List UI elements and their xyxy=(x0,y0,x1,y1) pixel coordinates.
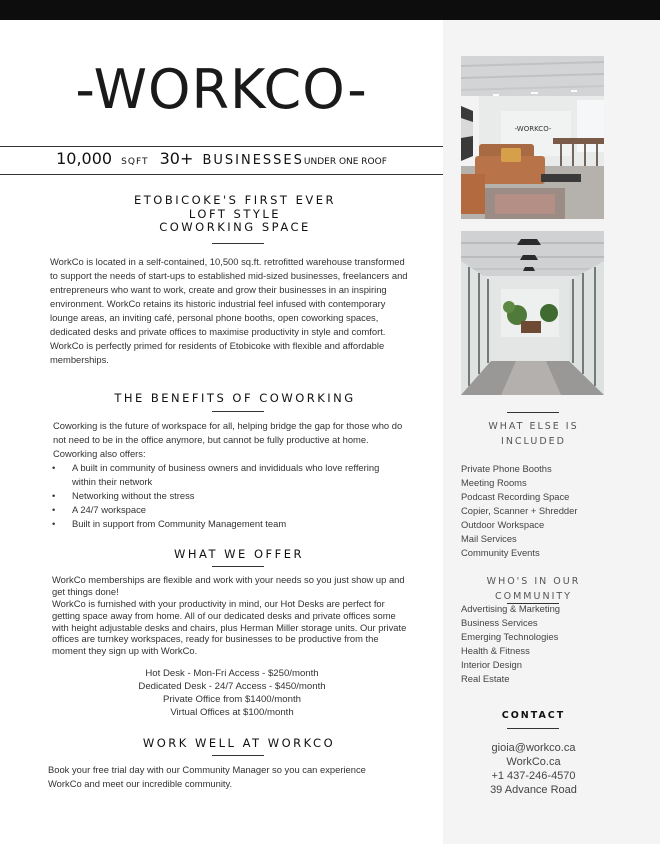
photo-sign-text: -WORKCO- xyxy=(514,125,552,133)
top-bar xyxy=(0,0,660,20)
offer-paragraph-1: WorkCo memberships are flexible and work with your needs so you just show up and get things done! xyxy=(52,574,405,597)
community-heading-line: COMMUNITY xyxy=(495,591,572,602)
list-item: Copier, Scanner + Shredder xyxy=(461,505,578,516)
intro-heading-line: COWORKING SPACE xyxy=(159,220,311,234)
contact-divider xyxy=(507,728,559,729)
list-item: Interior Design xyxy=(461,659,522,670)
community-list xyxy=(461,602,631,686)
benefits-paragraph: Coworking is the future of workspace for all, helping bridge the gap for those who do not need to be in the office anymore, but cannot be fully productive at home. Coworking also offers: xyxy=(53,420,403,459)
lounge-photo xyxy=(461,56,604,219)
contact-email[interactable]: gioia@workco.ca xyxy=(491,742,576,754)
offer-divider xyxy=(212,566,264,567)
intro-heading xyxy=(0,194,470,235)
included-heading-line: WHAT ELSE IS xyxy=(488,421,579,432)
list-item: • Networking without the stress xyxy=(52,489,402,503)
contact-website[interactable]: WorkCo.ca xyxy=(506,756,561,768)
stats-bottom-rule xyxy=(0,174,443,175)
community-heading-line: WHO'S IN OUR xyxy=(486,576,581,587)
list-item: • A built in community of business owners and invididuals who love reffering within their network xyxy=(52,461,402,489)
benefits-divider xyxy=(212,411,264,412)
included-heading-line: INCLUDED xyxy=(501,436,566,447)
intro-divider xyxy=(212,243,264,244)
stats-top-rule xyxy=(0,146,443,147)
benefits-list xyxy=(52,461,402,531)
list-item: Community Events xyxy=(461,547,540,558)
list-item: Advertising & Marketing xyxy=(461,603,561,614)
included-divider xyxy=(507,412,559,413)
workwell-divider xyxy=(212,755,264,756)
roof-label: UNDER ONE ROOF xyxy=(303,157,387,167)
sqft-number: 10,000 xyxy=(56,149,113,168)
list-item: Emerging Technologies xyxy=(461,631,559,642)
corridor-photo-art xyxy=(461,231,604,395)
price-item: Virtual Offices at $100/month xyxy=(170,707,294,718)
list-item: • A 24/7 workspace xyxy=(52,503,402,517)
list-item: Real Estate xyxy=(461,673,510,684)
lounge-photo-art xyxy=(461,56,604,219)
workwell-heading: WORK WELL AT WORKCO xyxy=(142,736,336,750)
contact-heading: CONTACT xyxy=(501,710,566,721)
intro-paragraph: WorkCo is located in a self-contained, 10,500 sq.ft. retrofitted warehouse transformed to support the needs of start-ups to established mid-sized businesses, freelancers and entrepreneurs who want to work, create and grow their businesses in an inspiring environment. WorkCo retains its historic industrial feel infused with contemporary lounge areas, an inviting café, personal phone booths, open coworking spaces, dedicated desks and private offices to maximise productivity in style and comfort. WorkCo is perfectly primed for residents of Etobicoke with flexible and affordable memberships. xyxy=(50,256,408,365)
list-item: Meeting Rooms xyxy=(461,477,527,488)
offer-paragraph-2: WorkCo is furnished with your productivity in mind, our Hot Desks are perfect for getting space away from home. All of our dedicated desks and private offices some with height adjustable desks and chairs, plus Herman Miller storage units. Our private offices are turnkey workspaces, ready for businesses to be productive from the moment they sign up with WorkCo. xyxy=(52,598,407,657)
workwell-paragraph: Book your free trial day with our Community Manager so you can experience WorkCo and meet our incredible community. xyxy=(48,764,366,789)
contact-block xyxy=(461,741,606,797)
list-item: Podcast Recording Space xyxy=(461,491,570,502)
contact-address: 39 Advance Road xyxy=(490,784,577,796)
contact-phone[interactable]: +1 437-246-4570 xyxy=(491,770,576,782)
price-item: Dedicated Desk - 24/7 Access - $450/month xyxy=(138,681,326,692)
sqft-label: SQFT xyxy=(121,157,149,167)
community-heading xyxy=(461,574,606,604)
list-item: Outdoor Workspace xyxy=(461,519,545,530)
businesses-number: 30+ xyxy=(159,149,194,168)
list-item: • Built in support from Community Management team xyxy=(52,517,402,531)
businesses-label: BUSINESSES xyxy=(202,153,304,168)
price-item: Hot Desk - Mon-Fri Access - $250/month xyxy=(145,668,319,679)
corridor-photo xyxy=(461,231,604,395)
price-item: Private Office from $1400/month xyxy=(163,694,301,705)
list-item: Health & Fitness xyxy=(461,645,530,656)
benefits-heading: THE BENEFITS OF COWORKING xyxy=(114,391,356,405)
included-heading xyxy=(461,419,606,449)
list-item: Private Phone Booths xyxy=(461,463,552,474)
included-list xyxy=(461,462,631,560)
workco-logo: -WORKCO- xyxy=(75,58,368,121)
offer-heading: WHAT WE OFFER xyxy=(173,547,304,561)
list-item: Business Services xyxy=(461,617,538,628)
stats-band xyxy=(0,149,443,168)
intro-heading-line: ETOBICOKE'S FIRST EVER xyxy=(134,193,336,207)
pricing-list xyxy=(60,667,404,719)
intro-heading-line: LOFT STYLE xyxy=(188,206,282,221)
list-item: Mail Services xyxy=(461,533,517,544)
